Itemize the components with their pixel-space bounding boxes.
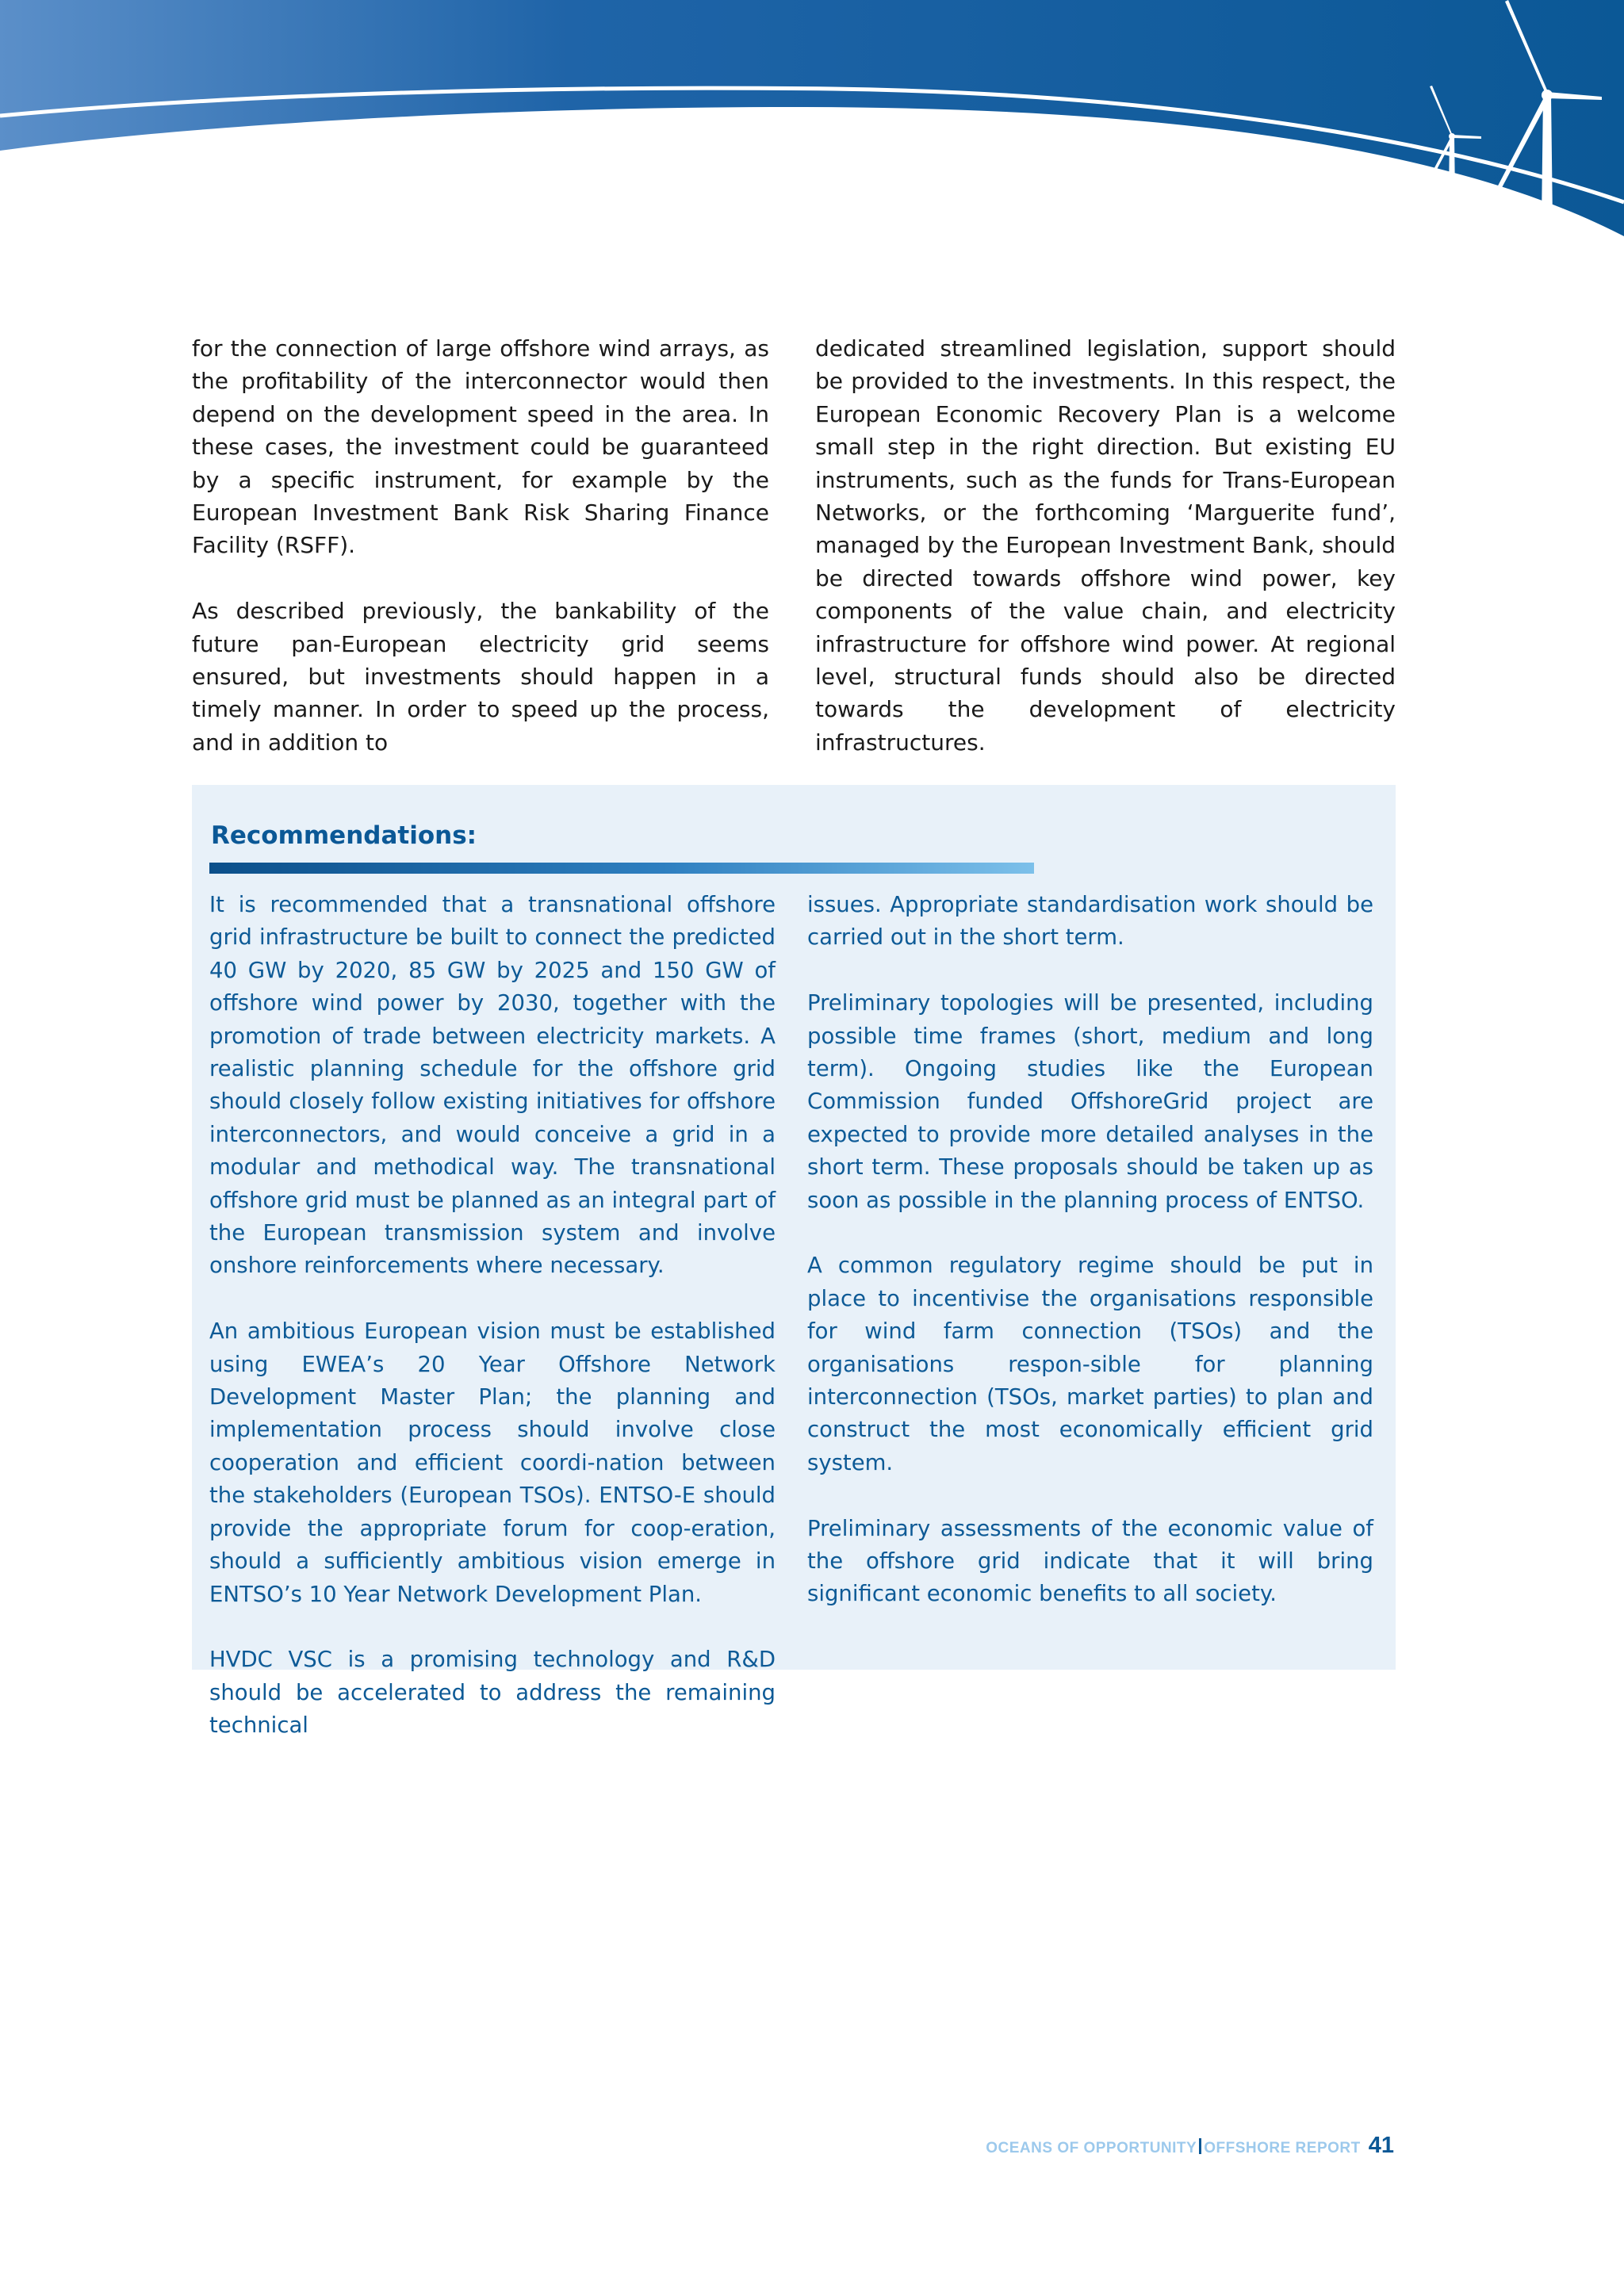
body-paragraph: for the connection of large offshore wind arrays, as the profitability of the interconnector would then depend on the development speed in the area. In these cases, the investment could be guaranteed by a specific instrument, for example by the European Investment Bank Risk Sharing Finance Facility (RSFF).	[192, 335, 769, 559]
body-paragraph: As described previously, the bankability of the future pan-European electricity grid seems ensured, but investments should happen in a timely manner. In order to speed up the process, and in addition to	[192, 598, 769, 756]
recommendations-heading: Recommendations:	[211, 821, 477, 850]
recommendation-paragraph: It is recommended that a transnational offshore grid infrastructure be built to connect the predicted 40 GW by 2020, 85 GW by 2025 and 150 GW of offshore wind power by 2030, together with the promotion of trade between electricity markets. A realistic planning schedule for the offshore grid should closely follow existing initiatives for offshore interconnectors, and would conceive a grid in a modular and methodical way. The transnational offshore grid must be planned as an integral part of the European transmission system and involve onshore reinforcements where necessary.	[209, 892, 776, 1279]
recommendation-paragraph: issues. Appropriate standardisation work should be carried out in the short term.	[807, 892, 1373, 951]
body-column-right	[815, 332, 1396, 759]
footer-separator	[1199, 2138, 1201, 2154]
recommendation-paragraph: HVDC VSC is a promising technology and R&D should be accelerated to address the remaining technical	[209, 1647, 776, 1739]
header-banner	[0, 0, 1624, 254]
recommendations-column-left	[209, 889, 776, 1743]
footer-report-title: OFFSHORE REPORT	[1204, 2140, 1361, 2156]
page-footer	[912, 2133, 1394, 2159]
body-paragraph: dedicated streamlined legislation, support should be provided to the investments. In this respect, the European Economic Recovery Plan is a welcome small step in the right direction. But existing EU instruments, such as the funds for Trans-European Networks, or the forthcoming ‘Marguerite fund’, managed by the European Investment Bank, should be directed towards offshore wind power, key components of the value chain, and electricity infrastructure for offshore wind power. At regional level, structural funds should also be directed towards the development of electricity infrastructures.	[815, 335, 1396, 756]
recommendation-paragraph: An ambitious European vision must be established using EWEA’s 20 Year Offshore Network Development Master Plan; the planning and implementation process should involve close cooperation and efficient coordi-nation between the stakeholders (European TSOs). ENTSO-E should provide the appropriate forum for coop-eration, should a sufficiently ambitious vision emerge in ENTSO’s 10 Year Network Development Plan.	[209, 1318, 776, 1607]
page-number: 41	[1368, 2133, 1394, 2158]
recommendations-divider	[209, 863, 1034, 874]
recommendation-paragraph: A common regulatory regime should be put in place to incentivise the organisations responsible for wind farm connection (TSOs) and the organisations respon-sible for planning interconnection (TSOs, market parties) to plan and construct the most economically efficient grid system.	[807, 1253, 1373, 1475]
footer-publication-title: OCEANS OF OPPORTUNITY	[986, 2140, 1197, 2156]
recommendation-paragraph: Preliminary assessments of the economic value of the offshore grid indicate that it will bring significant economic benefits to all society.	[807, 1515, 1373, 1607]
body-column-left	[192, 332, 769, 759]
recommendations-column-right	[807, 889, 1373, 1611]
recommendation-paragraph: Preliminary topologies will be presented, including possible time frames (short, medium and long term). Ongoing studies like the European Commission funded OffshoreGrid project are expected to provide more detailed analyses in the short term. These proposals should be taken up as soon as possible in the planning process of ENTSO.	[807, 990, 1373, 1213]
